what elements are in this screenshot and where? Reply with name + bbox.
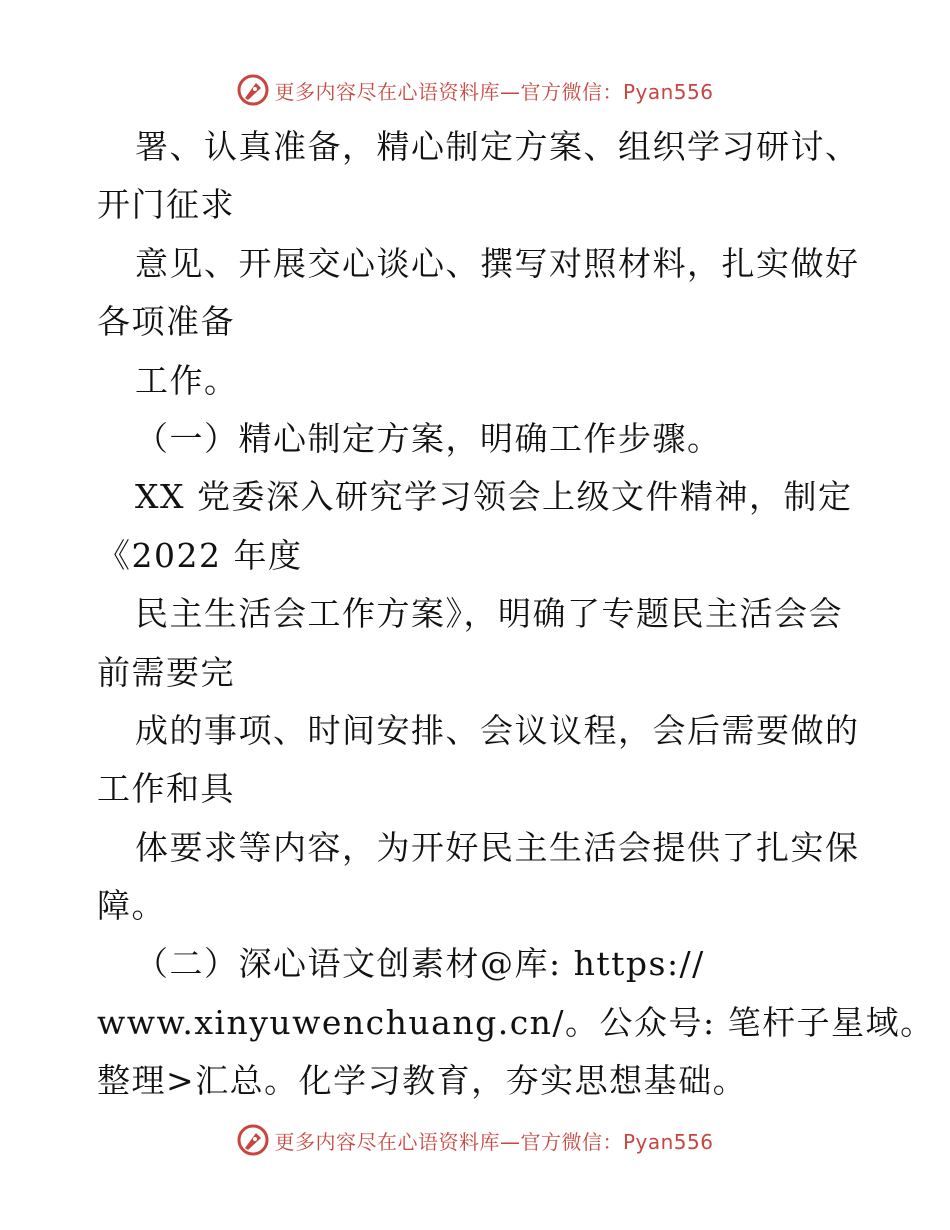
section-heading: （一）精心制定方案，明确工作步骤。 (135, 418, 722, 458)
text-line: 体要求等内容，为开好民主生活会提供了扎实保 (135, 827, 860, 867)
text-line: XX 党委深入研究学习领会上级文件精神，制定 (135, 477, 853, 517)
text-line: 署、认真准备，精心制定方案、组织学习研讨、 (135, 127, 860, 166)
text-line: 前需要完 (97, 652, 235, 692)
text-line: 开门征求 (97, 185, 235, 225)
text-line: 工作和具 (97, 769, 235, 809)
text-line: 意见、开展交心谈心、撰写对照材料，扎实做好 (135, 243, 860, 283)
pen-nib-logo-icon (236, 73, 270, 107)
text-line: 整理>汇总。化学习教育，夯实思想基础。 (97, 1061, 748, 1101)
text-line: 成的事项、时间安排、会议议程，会后需要做的 (135, 710, 860, 750)
document-body (97, 118, 935, 1111)
text-line: www.xinyuwenchuang.cn/。公众号: 笔杆子星域。 (97, 1002, 935, 1042)
pen-nib-logo-icon (236, 1123, 270, 1157)
section-heading: （二）深心语文创素材@库: https:// (135, 944, 705, 984)
header-banner-text: 更多内容尽在心语资料库—官方微信：Pyan556 (274, 79, 714, 104)
text-line: 障。 (97, 886, 166, 926)
footer-banner (0, 1120, 950, 1160)
text-line: 民主生活会工作方案》，明确了专题民主活会会 (135, 594, 843, 634)
header-banner (0, 70, 950, 110)
text-line: 《2022 年度 (97, 535, 303, 575)
text-line: 各项准备 (97, 302, 235, 342)
footer-banner-text: 更多内容尽在心语资料库—官方微信：Pyan556 (274, 1129, 714, 1154)
text-line: 工作。 (135, 360, 239, 400)
